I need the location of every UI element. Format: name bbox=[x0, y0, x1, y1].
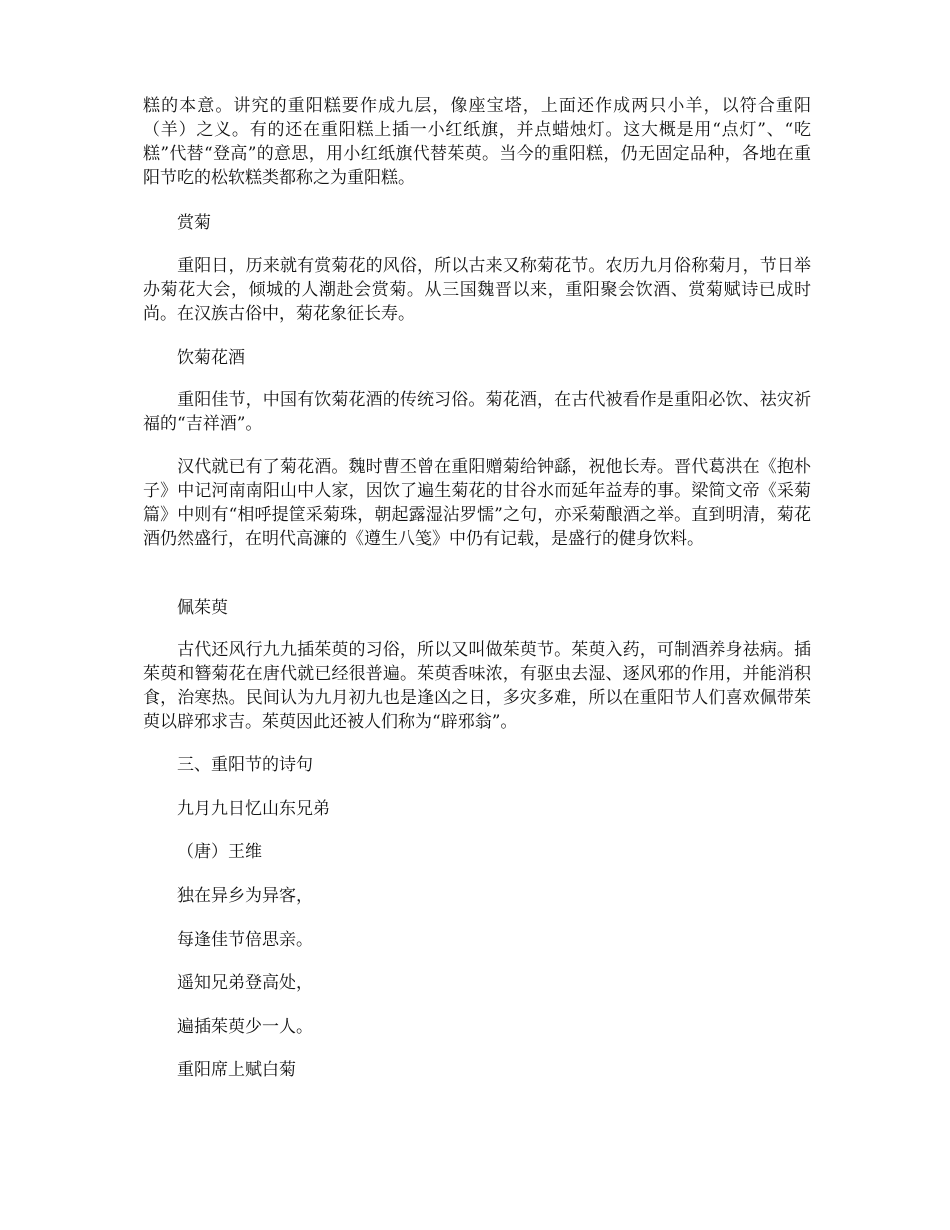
heading-wearing-cornel: 佩茱萸 bbox=[177, 598, 228, 618]
paragraph-chongyang-cake: 糕的本意。讲究的重阳糕要作成九层，像座宝塔，上面还作成两只小羊，以符合重阳（羊）之义。有的还在重阳糕上插一小红纸旗，并点蜡烛灯。这大概是用“点灯”、“吃糕”代替“登高”的意思，用小红纸旗代替茱萸。当今的重阳糕，仍无固定品种，各地在重阳节吃的松软糕类都称之为重阳糕。 bbox=[143, 96, 811, 188]
heading-chrysanthemum-viewing: 赏菊 bbox=[177, 213, 211, 233]
poem-author-1: （唐）王维 bbox=[177, 842, 262, 862]
paragraph-chrysanthemum-viewing: 重阳日，历来就有赏菊花的风俗，所以古来又称菊花节。农历九月俗称菊月，节日举办菊花大会，倾城的人潮赴会赏菊。从三国魏晋以来，重阳聚会饮酒、赏菊赋诗已成时尚。在汉族古俗中，菊花象征长寿。 bbox=[143, 256, 811, 324]
paragraph-chrysanthemum-wine-2: 汉代就已有了菊花酒。魏时曹丕曾在重阳赠菊给钟繇，祝他长寿。晋代葛洪在《抱朴子》中记河南南阳山中人家，因饮了遍生菊花的甘谷水而延年益寿的事。梁简文帝《采菊篇》中则有“相呼提筐采菊珠，朝起露湿沾罗懦”之句，亦采菊酿酒之举。直到明清，菊花酒仍然盛行，在明代高濂的《遵生八笺》中仍有记载，是盛行的健身饮料。 bbox=[143, 457, 811, 549]
paragraph-wearing-cornel: 古代还风行九九插茱萸的习俗，所以又叫做茱萸节。茱萸入药，可制酒养身祛病。插茱萸和簪菊花在唐代就已经很普遍。茱萸香味浓，有驱虫去湿、逐风邪的作用，并能消积食，治寒热。民间认为九月初九也是逢凶之日，多灾多难，所以在重阳节人们喜欢佩带茱萸以辟邪求吉。茱萸因此还被人们称为“辟邪翁”。 bbox=[143, 640, 811, 732]
poem-title-1: 九月九日忆山东兄弟 bbox=[177, 799, 330, 819]
heading-chrysanthemum-wine: 饮菊花酒 bbox=[177, 348, 245, 368]
poem-verse-2: 每逢佳节倍思亲。 bbox=[177, 930, 313, 950]
poem-verse-4: 遍插茱萸少一人。 bbox=[177, 1017, 313, 1037]
poem-verse-3: 遥知兄弟登高处， bbox=[177, 973, 313, 993]
paragraph-chrysanthemum-wine-1: 重阳佳节，中国有饮菊花酒的传统习俗。菊花酒，在古代被看作是重阳必饮、祛灾祈福的“吉祥酒”。 bbox=[143, 390, 811, 434]
poem-verse-1: 独在异乡为异客， bbox=[177, 886, 313, 906]
section-heading-poems: 三、重阳节的诗句 bbox=[177, 755, 313, 775]
poem-title-2: 重阳席上赋白菊 bbox=[177, 1060, 296, 1080]
